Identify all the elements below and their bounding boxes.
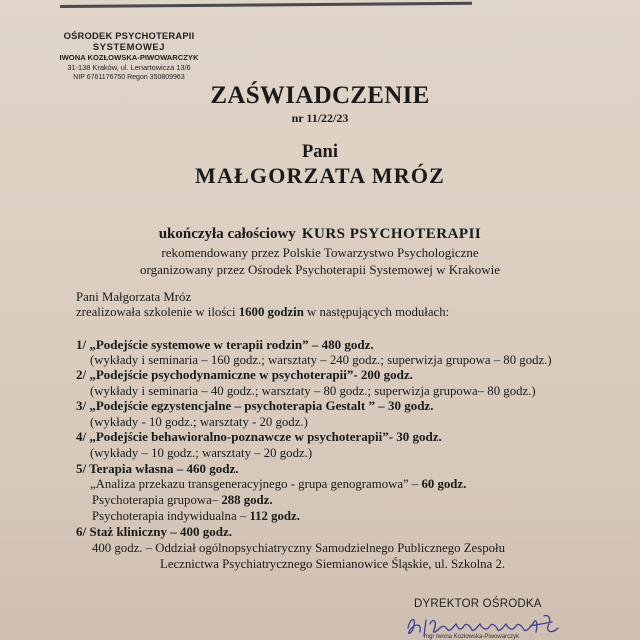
module-1-heading: 1/ „Podejście systemowe w terapii rodzin” – 480 godz.: [76, 337, 374, 352]
org-ids: NIP 6761176750 Regon 350809963: [73, 74, 185, 81]
intro-text-end: w następujących modułach:: [303, 305, 450, 319]
completed-prefix: ukończyła całościowy: [158, 226, 296, 242]
salutation: Pani: [302, 142, 338, 162]
org-name-line1: OŚRODEK PSYCHOTERAPII: [63, 30, 195, 41]
director-name: mgr Iwona Kozłowska-Piwowarczyk: [424, 634, 520, 640]
org-name-line2: SYSTEMOWEJ: [92, 41, 166, 52]
intro-text: zrealizowała szkolenie w ilości: [76, 305, 239, 319]
course-name: KURS PSYCHOTERAPII: [301, 226, 482, 242]
module-5-heading: 5/ Terapia własna – 460 godz.: [76, 461, 239, 476]
module-4-heading: 4/ „Podejście behawioralno-poznawcze w psychoterapii”- 30 godz.: [76, 429, 442, 444]
organized-by: organizowany przez Ośrodek Psychoterapii Systemowej w Krakowie: [139, 262, 501, 277]
director-title: DYREKTOR OŚRODKA: [414, 598, 542, 610]
module-4-details: (wykłady – 10 godz.; warsztaty – 20 godz.): [90, 446, 313, 460]
intro-hours: [76, 304, 449, 320]
letterhead-stamp: [34, 30, 224, 83]
module-3-details: (wykłady - 10 godz.; warsztaty - 20 godz.): [90, 415, 308, 429]
module-6-heading: 6/ Staż kliniczny – 400 godz.: [76, 524, 233, 539]
module-5-item-2: Psychoterapia grupowa– 288 godz.: [92, 493, 273, 507]
total-hours: 1600 godzin: [238, 305, 304, 319]
recommended-by: rekomendowany przez Polskie Towarzystwo Psychologiczne: [161, 245, 479, 260]
recipient-name: MAŁGORZATA MRÓZ: [194, 163, 446, 188]
top-edge-line: [60, 2, 472, 8]
module-6-details-2: Lecznictwa Psychiatrycznego Siemianowice Śląskie, ul. Szkolna 2.: [160, 557, 506, 571]
module-5-item-1: „Analiza przekazu transgeneracyjnego - grupa genogramowa” – 60 godz.: [90, 477, 467, 491]
module-6-details-1: 400 godz. – Oddział ogólnopsychiatryczny Samodzielnego Publicznego Zespołu: [92, 541, 505, 555]
module-1-details: (wykłady i seminaria – 160 godz.; warsztaty – 240 godz.; superwizja grupowa – 80 godz.): [90, 353, 552, 367]
owner-name: IWONA KOZŁOWSKA-PIWOWARCZYK: [59, 53, 199, 62]
module-3-heading: 3/ „Podejście egzystencjalne – psychoterapia Gestalt ” – 30 godz.: [76, 398, 434, 413]
signature-block: [414, 598, 542, 640]
intro-name: Pani Małgorzata Mróz: [76, 290, 192, 304]
module-2-details: (wykłady i seminaria – 40 godz.; warsztaty – 80 godz.; superwizja grupowa– 80 godz.): [90, 384, 536, 398]
course-line: [0, 226, 640, 243]
certificate-number: nr 11/22/23: [291, 111, 349, 125]
module-2-heading: 2/ „Podejście psychodynamiczne w psychoterapii”- 200 godz.: [76, 367, 413, 382]
document-title: ZAŚWIADCZENIE: [210, 82, 430, 109]
module-5-item-3: Psychoterapia indywidualna – 112 godz.: [92, 509, 300, 523]
org-address: 31-138 Kraków, ul. Lenartowicza 13/6: [67, 63, 191, 72]
